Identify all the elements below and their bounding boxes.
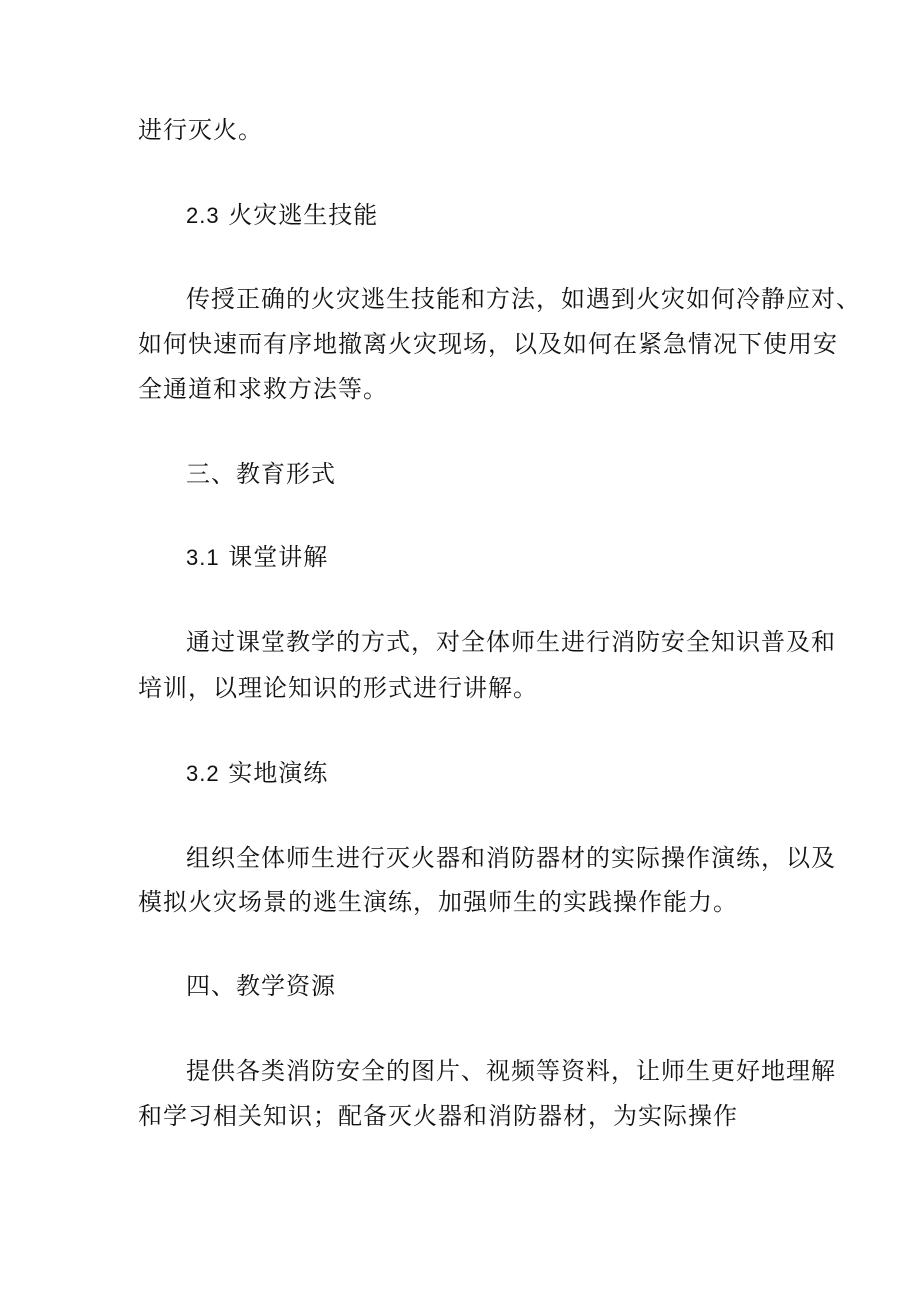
subheading-title: 课堂讲解 bbox=[228, 543, 329, 571]
paragraph-line: 如何快速而有序地撤离火灾现场，以及如何在紧急情况下使用安 bbox=[138, 330, 838, 358]
section-heading-3: 三、教育形式 bbox=[186, 460, 336, 488]
subheading-number: 2.3 bbox=[186, 203, 220, 228]
subheading-number: 3.2 bbox=[186, 761, 220, 786]
subheading-2-3 bbox=[186, 199, 378, 232]
subheading-3-1 bbox=[186, 541, 328, 574]
paragraph-line: 进行灭火。 bbox=[138, 116, 263, 144]
subheading-number: 3.1 bbox=[186, 545, 220, 570]
subheading-title: 火灾逃生技能 bbox=[228, 201, 379, 229]
paragraph-line: 培训，以理论知识的形式进行讲解。 bbox=[138, 674, 538, 702]
subheading-3-2 bbox=[186, 757, 328, 790]
section-heading-4: 四、教学资源 bbox=[186, 972, 336, 1000]
paragraph-line: 和学习相关知识；配备灭火器和消防器材，为实际操作 bbox=[138, 1102, 738, 1130]
paragraph-line: 组织全体师生进行灭火器和消防器材的实际操作演练，以及 bbox=[186, 844, 836, 872]
paragraph-line: 通过课堂教学的方式，对全体师生进行消防安全知识普及和 bbox=[186, 628, 836, 656]
paragraph-line: 提供各类消防安全的图片、视频等资料，让师生更好地理解 bbox=[186, 1057, 836, 1085]
paragraph-line: 全通道和求救方法等。 bbox=[138, 375, 388, 403]
paragraph-line: 传授正确的火灾逃生技能和方法，如遇到火灾如何冷静应对、 bbox=[186, 285, 861, 313]
paragraph-line: 模拟火灾场景的逃生演练，加强师生的实践操作能力。 bbox=[138, 888, 738, 916]
subheading-title: 实地演练 bbox=[228, 759, 329, 787]
